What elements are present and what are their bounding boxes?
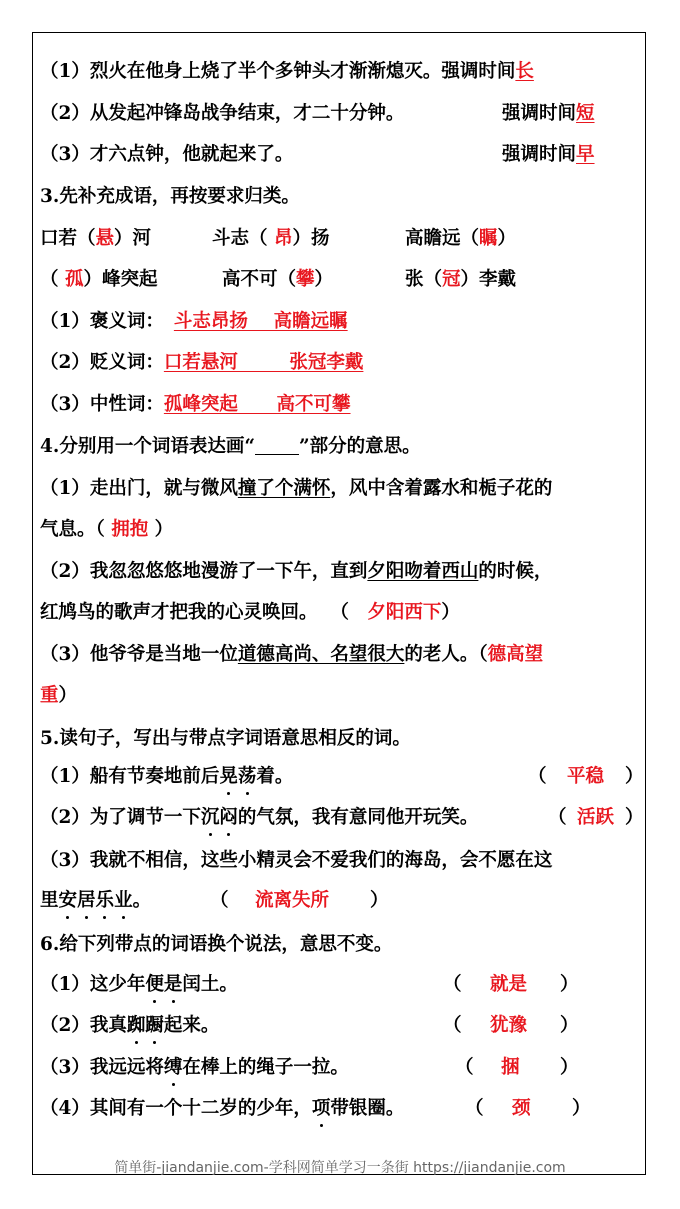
dotted-char: 居: [77, 890, 96, 911]
dotted-char: 荡: [237, 766, 257, 787]
q6-answer: 颈: [512, 1098, 531, 1119]
dotted-char: 项: [311, 1098, 331, 1119]
q5-item-3-line-2: [40, 889, 645, 913]
q4-item-text: ）: [58, 685, 78, 706]
underlined-phrase: 撞了个满怀: [237, 478, 331, 499]
q2-line-2-tail: [502, 102, 595, 126]
q6-item-text: （2）我真: [40, 1015, 127, 1036]
idiom-text: 高瞻远（: [405, 228, 480, 249]
q5-item-text: （2）为了调节一下: [40, 807, 201, 828]
idiom: [405, 227, 516, 251]
idiom-text: 口若（: [40, 228, 96, 249]
q2-line-3-label: 强调时间: [502, 144, 577, 165]
q4-item-text: 的时候，: [478, 561, 553, 582]
q2-line-1-text: （1）烈火在他身上烧了半个多钟头才渐渐熄灭。强调时间: [40, 61, 516, 82]
dotted-char: 踟: [126, 1015, 146, 1036]
q4-title-text: ”部分的意思。: [298, 436, 421, 457]
q4-item-1-line-1: [40, 477, 552, 501]
dotted-char: 闷: [219, 807, 238, 828]
q4-item-text: ，风中含着露水和栀子花的: [330, 478, 553, 499]
underlined-phrase: 道德高尚、名望很大: [237, 644, 405, 665]
q6-item-text: 带银圈。: [330, 1098, 405, 1119]
idiom-answer: 瞩: [479, 228, 498, 249]
paren-open: （: [443, 1015, 462, 1036]
paren-close: ）: [560, 1015, 579, 1036]
q5-title: 5.读句子，写出与带点字词语意思相反的词。: [40, 728, 411, 749]
q5-item-3-line-1: （3）我就不相信，这些小精灵会不爱我们的海岛，会不愿在这: [40, 850, 553, 871]
paren-open: （: [465, 1098, 484, 1119]
dotted-char: 便: [145, 974, 164, 995]
q5-item-text: 的气氛，我有意同他开玩笑。: [237, 807, 479, 828]
q4-item-text: 的老人。（: [404, 644, 488, 665]
paren-close: ）: [625, 807, 644, 828]
paren-close: ）: [370, 890, 389, 911]
q6-item-2: [40, 1014, 645, 1038]
q2-line-3-tail: [502, 143, 595, 167]
q2-line-3-text: （3）才六点钟，他就起来了。: [40, 144, 294, 165]
paren-open: （: [443, 974, 462, 995]
dotted-char: 沉: [200, 807, 220, 828]
q5-answer: 流离失所: [255, 890, 330, 911]
idiom-text: 高不可（: [222, 269, 297, 290]
q2-line-3: [40, 143, 610, 167]
q3-title: 3.先补充成语，再按要求归类。: [40, 186, 300, 207]
q4-item-text: （3）他爷爷是当地一位: [40, 644, 238, 665]
dotted-char: 业: [114, 890, 133, 911]
idiom-answer: 攀: [296, 269, 315, 290]
paren-close: ）: [572, 1098, 591, 1119]
q4-title-text: 4.分别用一个词语表达画“: [40, 436, 255, 457]
q4-item-2-line-2: [40, 601, 460, 625]
idiom-text: ）李戴: [460, 269, 517, 290]
paren-close: ）: [625, 766, 644, 787]
q6-item-4: [40, 1097, 645, 1121]
q3-category-2: [40, 351, 363, 375]
q6-answer: 就是: [490, 974, 528, 995]
q2-line-2: [40, 102, 610, 126]
category-answer: 口若悬河 张冠李戴: [163, 352, 364, 373]
q6-item-text: （4）其间有一个十二岁的少年，: [40, 1098, 312, 1119]
idiom-text: ）扬: [292, 228, 330, 249]
idiom: [405, 268, 516, 292]
dotted-char: 乐: [95, 890, 115, 911]
q4-item-text: 气息。（: [40, 519, 112, 540]
underlined-phrase: 夕阳吻着西山: [367, 561, 479, 582]
q4-item-2-line-1: [40, 560, 552, 584]
blank-underline: [255, 436, 299, 455]
idiom-text: ）: [497, 228, 517, 249]
q4-title: [40, 435, 421, 459]
idiom-text: ）: [314, 269, 334, 290]
q5-item-2: [40, 806, 645, 830]
q3-category-1: [40, 310, 348, 334]
q6-item-3: [40, 1056, 645, 1080]
idiom-answer: 昂: [273, 228, 293, 249]
q4-answer: 夕阳西下: [367, 602, 442, 623]
q5-item-text: 里: [40, 890, 59, 911]
q4-item-text: （1）走出门，就与微风: [40, 478, 238, 499]
q4-answer: 拥抱: [111, 519, 149, 540]
idiom-text: 斗志（: [212, 228, 274, 249]
paren-close: ）: [560, 974, 579, 995]
paren-open: （: [210, 890, 229, 911]
q6-item-text: 在棒上的绳子一拉。: [182, 1057, 349, 1078]
idiom-text: （: [40, 269, 65, 290]
footer-watermark[interactable]: 简单街-jiandanjie.com-学科网简单学习一条街 https://jiandanjie.com: [114, 1160, 566, 1176]
paren-open: （: [528, 766, 547, 787]
q4-answer: 德高望: [487, 644, 544, 665]
q6-item-text: 起来。: [163, 1015, 220, 1036]
q5-item-text: （1）船有节奏地前后: [40, 766, 220, 787]
idiom-text: 张（: [405, 269, 443, 290]
category-label: （2）贬义词：: [40, 352, 164, 373]
q4-item-text: 红鸠鸟的歌声才把我的心灵唤回。 （: [40, 602, 356, 623]
idiom-answer: 悬: [95, 228, 115, 249]
dotted-char: 安: [58, 890, 78, 911]
q5-item-text: 着。: [256, 766, 294, 787]
q6-answer: 捆: [501, 1057, 520, 1078]
category-label: （1）褒义词：: [40, 311, 164, 332]
q4-item-text: （2）我忽忽悠悠地漫游了一下午，直到: [40, 561, 368, 582]
dotted-char: 是: [163, 974, 183, 995]
q4-item-text: ）: [148, 519, 174, 540]
q2-line-2-answer: 短: [576, 103, 595, 124]
q4-item-3-line-2: [40, 684, 77, 708]
paren-close: ）: [560, 1057, 579, 1078]
idiom: [40, 268, 157, 292]
idiom: [222, 268, 333, 292]
dotted-char: 缚: [163, 1057, 183, 1078]
category-answer: 孤峰突起 高不可攀: [163, 394, 351, 415]
q5-item-1: [40, 765, 645, 789]
category-answer: 斗志昂扬 高瞻远瞩: [173, 311, 348, 332]
q6-item-text: （1）这少年: [40, 974, 146, 995]
q6-item-1: [40, 973, 645, 997]
dotted-char: 蹰: [145, 1015, 164, 1036]
paren-open: （: [548, 807, 567, 828]
q4-item-text: ）: [441, 602, 460, 623]
q5-answer: 活跃: [577, 807, 615, 828]
q4-answer: 重: [40, 685, 59, 706]
q2-line-1: [40, 60, 534, 84]
idiom: [212, 227, 329, 251]
q6-title: 6.给下列带点的词语换个说法，意思不变。: [40, 934, 393, 955]
idiom-answer: 冠: [442, 269, 461, 290]
idiom: [40, 227, 151, 251]
q6-answer: 犹豫: [490, 1015, 528, 1036]
idiom-text: ）峰突起: [83, 269, 158, 290]
q5-item-text: 。: [132, 890, 152, 911]
q2-line-3-answer: 早: [576, 144, 595, 165]
idiom-text: ）河: [114, 228, 152, 249]
q2-line-1-answer: 长: [515, 61, 534, 82]
q6-item-text: （3）我远远将: [40, 1057, 164, 1078]
dotted-char: 晃: [219, 766, 238, 787]
q2-line-2-text: （2）从发起冲锋岛战争结束，才二十分钟。: [40, 103, 405, 124]
paren-open: （: [455, 1057, 474, 1078]
q4-item-1-line-2: [40, 518, 173, 542]
category-label: （3）中性词：: [40, 394, 164, 415]
q2-line-2-label: 强调时间: [502, 103, 577, 124]
q4-item-3-line-1: [40, 643, 543, 667]
idiom-answer: 孤: [64, 269, 84, 290]
q3-category-3: [40, 393, 351, 417]
q5-answer: 平稳: [567, 766, 605, 787]
q6-item-text: 闰土。: [182, 974, 238, 995]
